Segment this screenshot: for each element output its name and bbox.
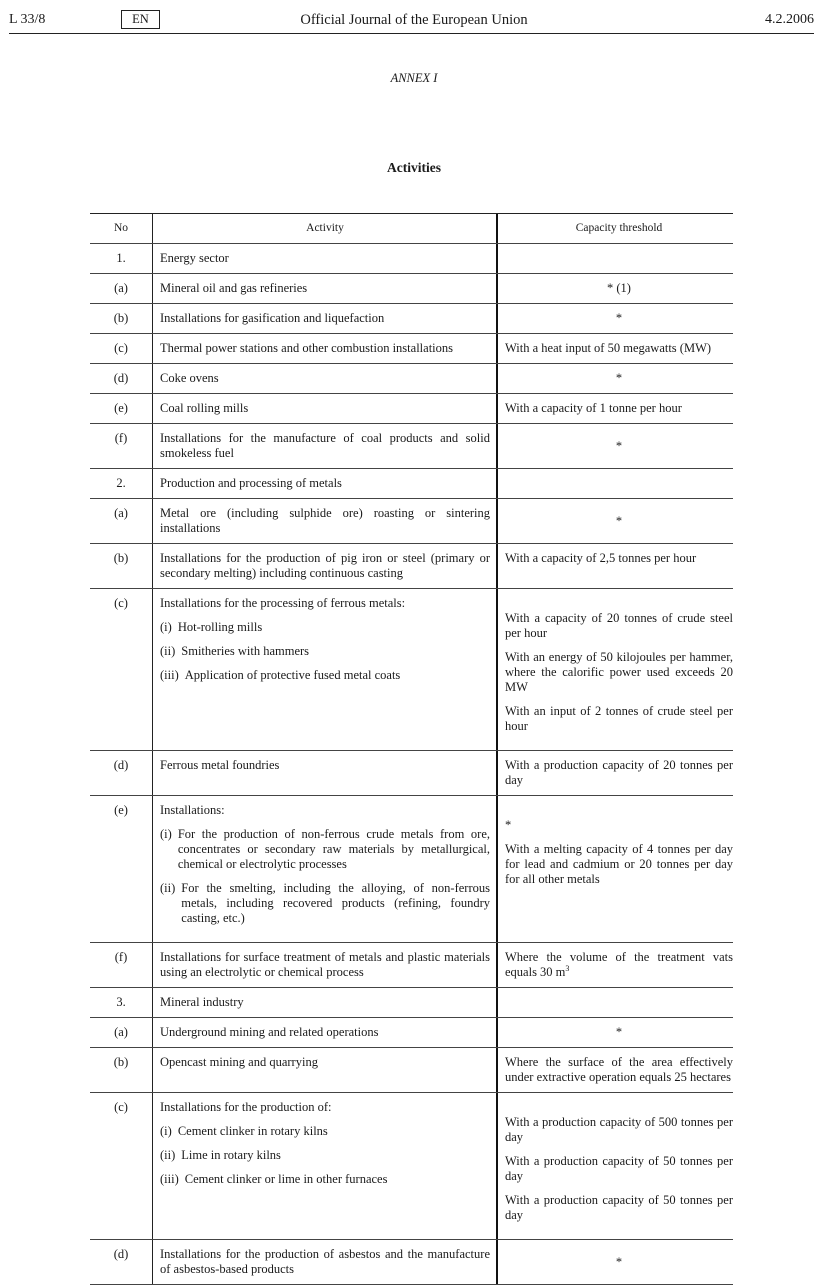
row-number: (f) — [90, 424, 153, 468]
activities-table — [90, 213, 733, 1285]
journal-title: Official Journal of the European Union — [300, 12, 528, 28]
activity-text: Energy sector — [160, 251, 229, 265]
row-number: 1. — [90, 244, 153, 273]
capacity-cell — [498, 1240, 733, 1284]
sub-item-capacity: With an input of 2 tonnes of crude steel per hour — [505, 704, 733, 733]
activity-text: Metal ore (including sulphide ore) roasting or sintering installations — [160, 506, 490, 535]
column-header-capacity: Capacity threshold — [575, 222, 663, 234]
sub-item-text: For the smelting, including the alloying, of non-ferrous metals, including recovered products (refining, foundry casting, etc.) — [181, 881, 490, 925]
sub-item-text: Application of protective fused metal coats — [184, 668, 401, 682]
activity-text: Installations: — [160, 803, 225, 817]
capacity-text: * — [615, 513, 623, 528]
capacity-cell — [498, 424, 733, 468]
capacity-cell — [498, 274, 733, 303]
capacity-text: * — [615, 1025, 623, 1039]
sub-item-text: For the production of non-ferrous crude metals from ore, concentrates or secondary raw materials by metallurgical, chemical or electrolytic processes — [177, 827, 490, 871]
capacity-text: * — [615, 438, 623, 453]
sub-item-text: Cement clinker in rotary kilns — [177, 1124, 328, 1138]
sub-item-capacity: With a melting capacity of 4 tonnes per day for lead and cadmium or 20 tonnes per day for all other metals — [505, 842, 733, 886]
row-number: (c) — [90, 589, 153, 750]
table-row — [90, 1240, 733, 1285]
sub-item — [160, 668, 490, 683]
sub-item — [160, 620, 490, 635]
table-row — [90, 1093, 733, 1240]
annex-label: ANNEX I — [390, 71, 438, 85]
sub-item-text: Cement clinker or lime in other furnaces — [184, 1172, 388, 1186]
activity-cell — [153, 751, 498, 795]
section-heading: Activities — [387, 160, 441, 175]
sub-item-text: Lime in rotary kilns — [181, 1148, 281, 1162]
activity-text: Installations for the production of: — [160, 1100, 332, 1114]
activity-cell — [153, 544, 498, 588]
table-row — [90, 589, 733, 751]
sub-item-marker: (ii) — [160, 1148, 176, 1162]
row-number: (b) — [90, 1048, 153, 1092]
publication-date: 4.2.2006 — [765, 12, 814, 27]
activity-text: Thermal power stations and other combustion installations — [160, 341, 453, 355]
activity-cell — [153, 796, 498, 942]
activity-cell — [153, 988, 498, 1017]
capacity-cell — [498, 751, 733, 795]
capacity-cell — [498, 469, 733, 498]
activity-cell — [153, 589, 498, 750]
table-row — [90, 499, 733, 544]
activity-text: Production and processing of metals — [160, 476, 342, 490]
activity-cell — [153, 244, 498, 273]
capacity-text: * (1) — [607, 281, 631, 295]
capacity-text: * — [615, 1254, 623, 1269]
activity-cell — [153, 1240, 498, 1284]
sub-item — [160, 1148, 490, 1163]
row-number: (e) — [90, 394, 153, 423]
activity-text: Installations for surface treatment of metals and plastic materials using an electrolytic or chemical process — [160, 950, 490, 979]
sub-item-marker: (ii) — [160, 644, 176, 658]
journal-reference: L 33/8 — [9, 12, 46, 27]
table-row — [90, 469, 733, 499]
activity-cell — [153, 304, 498, 333]
row-number: (d) — [90, 751, 153, 795]
capacity-text: With a capacity of 1 tonne per hour — [505, 401, 682, 415]
column-header-activity: Activity — [153, 214, 498, 243]
table-row — [90, 334, 733, 364]
sub-item-marker: (i) — [160, 827, 172, 841]
capacity-text: With a heat input of 50 megawatts (MW) — [505, 341, 712, 355]
activity-text: Coke ovens — [160, 371, 219, 385]
capacity-cell — [498, 244, 733, 273]
table-row — [90, 751, 733, 796]
capacity-cell — [498, 394, 733, 423]
capacity-cell — [498, 1048, 733, 1092]
row-number: (e) — [90, 796, 153, 942]
column-header-no: No — [90, 214, 153, 243]
capacity-text: * — [615, 371, 623, 385]
activity-cell — [153, 334, 498, 363]
capacity-cell — [498, 1093, 733, 1239]
table-row — [90, 988, 733, 1018]
capacity-text: With a production capacity of 20 tonnes per day — [505, 758, 733, 787]
activity-text: Installations for gasification and liquefaction — [160, 311, 385, 325]
sub-item-text: Smitheries with hammers — [181, 644, 310, 658]
activity-cell — [153, 1018, 498, 1047]
activity-cell — [153, 364, 498, 393]
row-number: (c) — [90, 334, 153, 363]
sub-item-marker: (i) — [160, 1124, 172, 1138]
activity-text: Mineral industry — [160, 995, 244, 1009]
capacity-cell — [498, 796, 733, 942]
activity-cell — [153, 499, 498, 543]
table-row — [90, 544, 733, 589]
capacity-cell — [498, 334, 733, 363]
table-row — [90, 394, 733, 424]
sub-item-text: Hot-rolling mills — [177, 620, 263, 634]
table-row — [90, 796, 733, 943]
activity-text: Coal rolling mills — [160, 401, 249, 415]
sub-item-capacity: With an energy of 50 kilojoules per hammer, where the calorific power used exceeds 20 MW — [505, 650, 733, 694]
sub-item — [160, 827, 490, 872]
table-row — [90, 244, 733, 274]
activity-text: Opencast mining and quarrying — [160, 1055, 318, 1069]
capacity-text: With a capacity of 2,5 tonnes per hour — [505, 551, 697, 565]
sub-item-marker: (iii) — [160, 1172, 179, 1186]
table-row — [90, 304, 733, 334]
activity-text: Installations for the production of asbestos and the manufacture of asbestos-based products — [160, 1247, 490, 1276]
row-number: (a) — [90, 1018, 153, 1047]
table-row — [90, 274, 733, 304]
table-body — [90, 244, 733, 1285]
sub-item-capacity: With a capacity of 20 tonnes of crude steel per hour — [505, 611, 733, 640]
sub-item-capacity: With a production capacity of 50 tonnes per day — [505, 1193, 733, 1222]
activity-cell — [153, 274, 498, 303]
capacity-cell — [498, 304, 733, 333]
capacity-cell — [498, 988, 733, 1017]
activity-text: Installations for the processing of ferrous metals: — [160, 596, 406, 610]
activity-text: Installations for the production of pig iron or steel (primary or secondary melting) including continuous casting — [160, 551, 490, 580]
table-row — [90, 1018, 733, 1048]
capacity-cell — [498, 499, 733, 543]
row-number: (b) — [90, 304, 153, 333]
sub-item-marker: (i) — [160, 620, 172, 634]
table-header-row — [90, 214, 733, 244]
capacity-cell — [498, 544, 733, 588]
activity-text: Underground mining and related operations — [160, 1025, 379, 1039]
capacity-text: Where the surface of the area effectively under extractive operation equals 25 hectares — [505, 1055, 733, 1084]
row-number: (d) — [90, 1240, 153, 1284]
row-number: 2. — [90, 469, 153, 498]
capacity-text: Where the volume of the treatment vats equals 30 m — [505, 950, 733, 979]
activity-cell — [153, 1048, 498, 1092]
activity-cell — [153, 469, 498, 498]
sub-item-capacity: * — [505, 818, 512, 832]
sub-item — [160, 644, 490, 659]
row-number: (f) — [90, 943, 153, 987]
capacity-text: * — [615, 311, 623, 325]
table-row — [90, 424, 733, 469]
language-badge: EN — [121, 10, 160, 29]
row-number: (d) — [90, 364, 153, 393]
activity-cell — [153, 394, 498, 423]
page-header — [0, 0, 828, 36]
sub-item — [160, 1124, 490, 1139]
row-number: (b) — [90, 544, 153, 588]
sub-item-capacity: With a production capacity of 500 tonnes per day — [505, 1115, 733, 1144]
sub-item — [160, 1172, 490, 1187]
capacity-cell — [498, 364, 733, 393]
row-number: (a) — [90, 274, 153, 303]
table-row — [90, 1048, 733, 1093]
header-divider — [9, 33, 814, 34]
sub-item-capacity: With a production capacity of 50 tonnes per day — [505, 1154, 733, 1183]
sub-item-marker: (iii) — [160, 668, 179, 682]
capacity-cell — [498, 589, 733, 750]
capacity-cell — [498, 943, 733, 987]
capacity-cell — [498, 1018, 733, 1047]
activity-cell — [153, 1093, 498, 1239]
table-row — [90, 943, 733, 988]
capacity-superscript: 3 — [565, 963, 570, 973]
table-row — [90, 364, 733, 394]
row-number: (a) — [90, 499, 153, 543]
row-number: (c) — [90, 1093, 153, 1239]
activity-cell — [153, 943, 498, 987]
activity-text: Ferrous metal foundries — [160, 758, 280, 772]
sub-item — [160, 881, 490, 926]
activity-cell — [153, 424, 498, 468]
row-number: 3. — [90, 988, 153, 1017]
sub-item-marker: (ii) — [160, 881, 176, 895]
activity-text: Mineral oil and gas refineries — [160, 281, 308, 295]
activity-text: Installations for the manufacture of coal products and solid smokeless fuel — [160, 431, 490, 460]
